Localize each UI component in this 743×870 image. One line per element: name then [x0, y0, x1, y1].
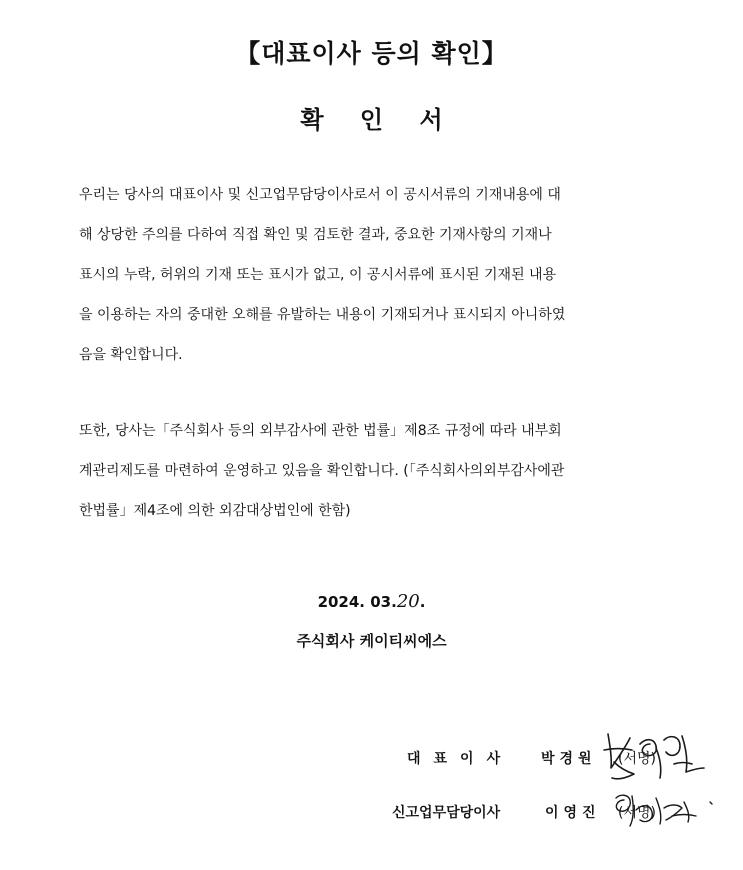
paragraph-line: 해 상당한 주의를 다하여 직접 확인 및 검토한 결과, 중요한 기재사항의 기재나 — [79, 227, 552, 243]
paragraph-line: 한법률」제4조에 의한 외감대상법인에 한함) — [79, 503, 351, 519]
document-subtitle: 확 인 서 — [300, 106, 457, 134]
signature-mark-label: (서명) — [618, 751, 656, 767]
company-name: 주식회사 케이티씨에스 — [296, 632, 447, 650]
date-handwritten-day: 20 — [396, 591, 420, 612]
confirmation-paragraph — [79, 175, 669, 375]
paragraph-line: 을 이용하는 자의 중대한 오해를 유발하는 내용이 기재되거나 표시되지 아니하였 — [79, 307, 566, 323]
paragraph-line: 우리는 당사의 대표이사 및 신고업무담당이사로서 이 공시서류의 기재내용에 대 — [79, 187, 561, 203]
handwritten-signature-officer — [606, 786, 718, 836]
paragraph-line: 표시의 누락, 허위의 기재 또는 표시가 없고, 이 공시서류에 표시된 기재된 내용 — [79, 267, 557, 283]
signatory-name: 박경원 — [541, 751, 597, 767]
handwritten-signature-ceo — [600, 728, 710, 788]
document-title: 【대표이사 등의 확인】 — [235, 39, 508, 68]
paragraph-line: 계관리제도를 마련하여 운영하고 있음을 확인합니다. (「주식회사의외부감사에관 — [79, 463, 565, 479]
date-printed: 2024. 03. — [317, 593, 397, 611]
date-suffix: . — [419, 593, 426, 611]
signature-mark-label: (서명) — [618, 805, 656, 821]
signatory-role: 대표이사 — [407, 751, 514, 767]
internal-control-paragraph — [79, 411, 669, 531]
signatory-role: 신고업무담당이사 — [392, 805, 501, 821]
paragraph-line: 음을 확인합니다. — [79, 347, 183, 363]
document-date — [0, 591, 743, 612]
paragraph-line: 또한, 당사는「주식회사 등의 외부감사에 관한 법률」제8조 규정에 따라 내부회 — [79, 423, 562, 439]
signatory-name: 이영진 — [545, 805, 601, 821]
